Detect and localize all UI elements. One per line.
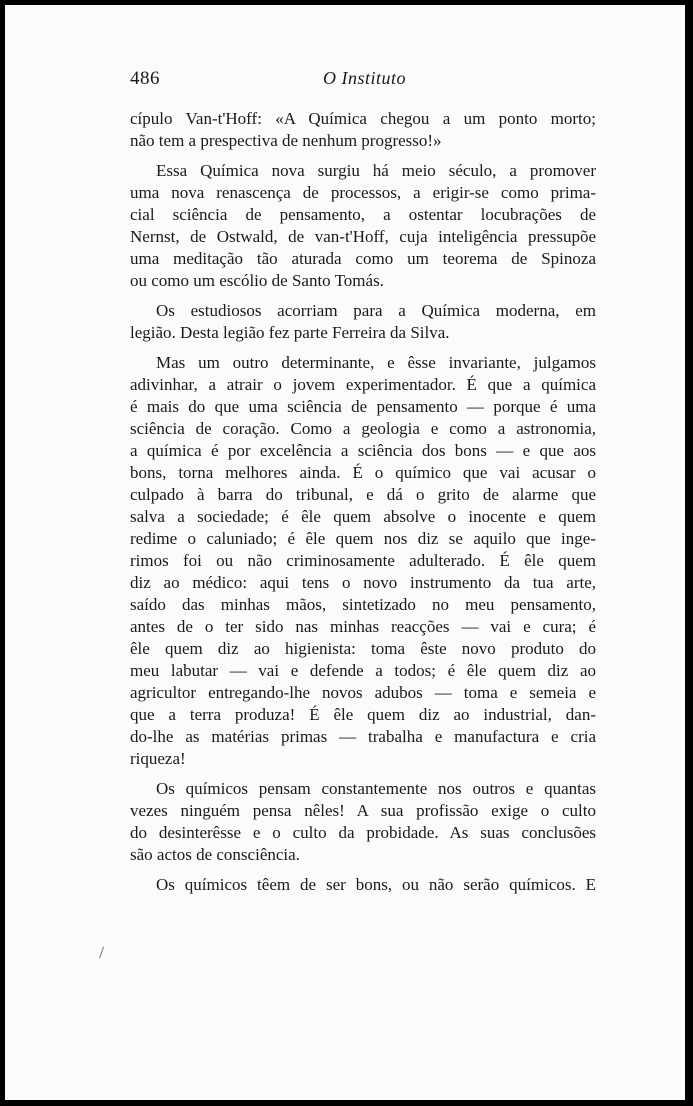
- text-line: Nernst, de Ostwald, de van-t'Hoff, cuja inteligência pressupõe: [130, 227, 596, 246]
- text-line: vezes ninguém pensa nêles! A sua profissão exige o culto: [130, 801, 596, 820]
- text-line: não tem a prespectiva de nenhum progresso!»: [130, 131, 442, 150]
- paragraph: [130, 352, 596, 770]
- text-line: são actos de consciência.: [130, 845, 300, 864]
- paragraph: [130, 874, 596, 896]
- text-line: cípulo Van-t'Hoff: «A Química chegou a um ponto morto;: [130, 109, 596, 128]
- text-line: do desinterêsse e o culto da probidade. As suas conclusões: [130, 823, 596, 842]
- text-line: rimos foi ou não criminosamente adulterado. É êle quem: [130, 551, 596, 570]
- page-number: 486: [130, 68, 160, 89]
- text-line: saído das minhas mãos, sintetizado no meu pensamento,: [130, 595, 596, 614]
- text-line: êle quem diz ao higienista: toma êste novo produto do: [130, 639, 596, 658]
- text-line: Mas um outro determinante, e êsse invariante, julgamos: [156, 353, 596, 372]
- body-text: [130, 108, 596, 896]
- text-line: é mais do que uma sciência de pensamento — porque é uma: [130, 397, 596, 416]
- text-line: Os químicos têem de ser bons, ou não serão químicos. E: [156, 875, 596, 894]
- text-line: legião. Desta legião fez parte Ferreira da Silva.: [130, 323, 450, 342]
- text-line: diz ao médico: aqui tens o novo instrumento da tua arte,: [130, 573, 596, 592]
- text-line: do-lhe as matérias primas — trabalha e manufactura e cria: [130, 727, 596, 746]
- text-line: uma meditação tão aturada como um teorema de Spinoza: [130, 249, 596, 268]
- text-line: culpado à barra do tribunal, e dá o grito de alarme que: [130, 485, 596, 504]
- text-line: Os estudiosos acorriam para a Química moderna, em: [156, 301, 596, 320]
- text-line: uma nova renascença de processos, a erigir-se como prima-: [130, 183, 596, 202]
- text-line: sciência de coração. Como a geologia e como a astronomia,: [130, 419, 596, 438]
- running-head: [130, 64, 596, 94]
- text-line: meu labutar — vai e defende a todos; é êle quem diz ao: [130, 661, 596, 680]
- text-line: a química é por excelência a sciência dos bons — e que aos: [130, 441, 596, 460]
- text-line: adivinhar, a atrair o jovem experimentador. É que a química: [130, 375, 596, 394]
- paragraph: [130, 108, 596, 152]
- text-line: salva a sociedade; é êle quem absolve o inocente e quem: [130, 507, 596, 526]
- text-line: bons, torna melhores ainda. É o químico que vai acusar o: [130, 463, 596, 482]
- paragraph: [130, 160, 596, 292]
- text-line: agricultor entregando-lhe novos adubos — toma e semeia e: [130, 683, 596, 702]
- paragraph: [130, 300, 596, 344]
- text-line: cial sciência de pensamento, a ostentar locubrações de: [130, 205, 596, 224]
- text-line: Essa Química nova surgiu há meio século, a promover: [156, 161, 596, 180]
- paragraph: [130, 778, 596, 866]
- text-line: ou como um escólio de Santo Tomás.: [130, 271, 384, 290]
- book-page: [130, 64, 596, 904]
- text-line: que a terra produza! É êle quem diz ao industrial, dan-: [130, 705, 596, 724]
- text-line: redime o caluniado; é êle quem nos diz se aquilo que inge-: [130, 529, 596, 548]
- text-line: Os químicos pensam constantemente nos outros e quantas: [156, 779, 596, 798]
- text-line: antes de o ter sido nas minhas reacções — vai e cura; é: [130, 617, 596, 636]
- journal-title: O Instituto: [323, 68, 407, 88]
- text-line: riqueza!: [130, 749, 186, 768]
